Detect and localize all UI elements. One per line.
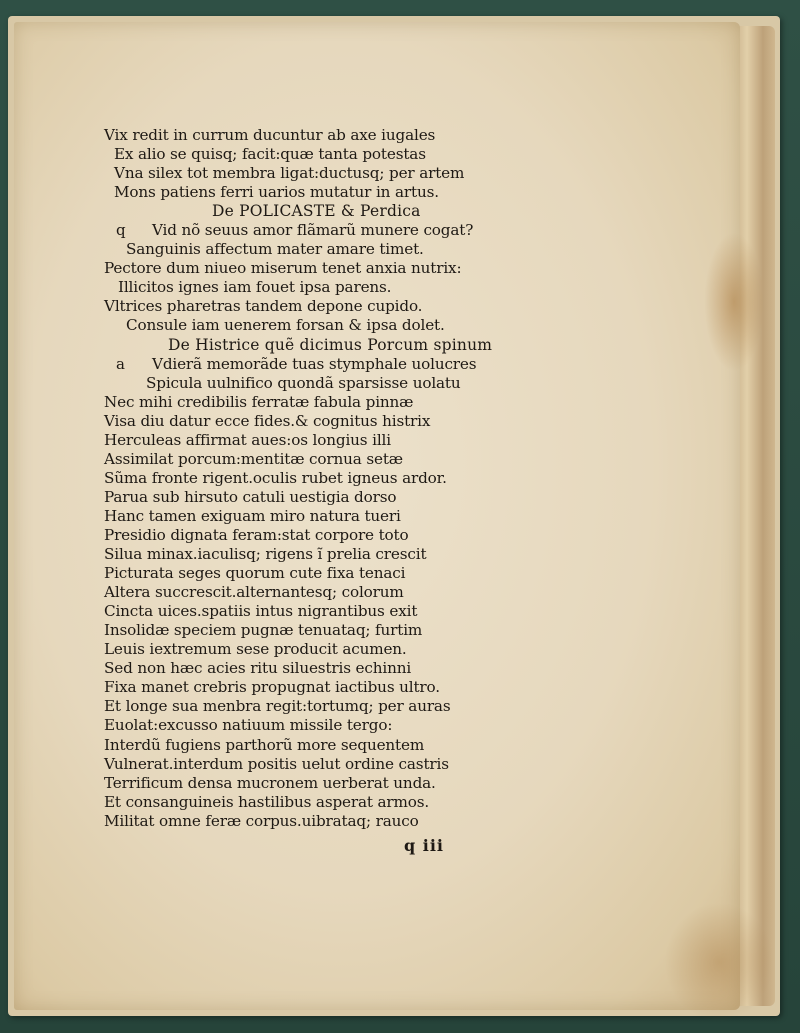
text-line: Vdierã memorãde tuas stymphale uolucres — [152, 354, 477, 373]
text-line: Vltrices pharetras tandem depone cupido. — [104, 297, 423, 316]
water-stain — [704, 232, 764, 372]
section-heading-policaste: De POLICASTE & Perdica — [212, 202, 421, 221]
text-line: Fixa manet crebris propugnat iactibus ultro. — [104, 678, 440, 697]
text-line: Sanguinis affectum mater amare timet. — [126, 240, 424, 259]
text-line: Hanc tamen exiguam miro natura tueri — [104, 506, 401, 525]
text-line: Altera succrescit.alternantesq; colorum — [104, 583, 404, 602]
text-line: Ex alio se quisq; facit:quæ tanta potestas — [114, 145, 426, 164]
text-line: Et consanguineis hastilibus asperat armos. — [104, 792, 430, 811]
text-line: Mons patiens ferri uarios mutatur in artus. — [114, 183, 439, 202]
text-line: Visa diu datur ecce fides.& cognitus histrix — [104, 411, 431, 430]
text-line: Vulnerat.interdum positis uelut ordine castris — [104, 754, 449, 773]
text-line: Consule iam uenerem forsan & ipsa dolet. — [126, 316, 445, 335]
text-line: Herculeas affirmat aues:os longius illi — [104, 430, 391, 449]
text-line: Picturata seges quorum cute fixa tenaci — [104, 564, 406, 583]
text-line: Cincta uices.spatiis intus nigrantibus exit — [104, 602, 418, 621]
page-edges — [735, 26, 775, 1006]
text-line: Euolat:excusso natiuum missile tergo: — [104, 716, 393, 735]
text-line: Vna silex tot membra ligat:ductusq; per artem — [114, 164, 465, 183]
text-line: Vid nõ seuus amor flãmarũ munere cogat? — [152, 221, 474, 240]
text-line: Et longe sua menbra regit:tortumq; per auras — [104, 697, 451, 716]
text-line: Nec mihi credibilis ferratæ fabula pinnæ — [104, 392, 414, 411]
text-line: Leuis iextremum sese producit acumen. — [104, 640, 407, 659]
corner-stain — [664, 902, 774, 1022]
drop-initial-guide: q — [116, 221, 126, 240]
section-first-line — [104, 355, 484, 374]
text-line: Illicitos ignes iam fouet ipsa parens. — [118, 278, 392, 297]
text-line: Terrificum densa mucronem uerberat unda. — [104, 773, 436, 792]
text-line: Sũma fronte rigent.oculis rubet igneus ardor. — [104, 468, 447, 487]
section-heading-histrix: De Histrice quẽ dicimus Porcum spinum — [168, 335, 493, 354]
drop-initial-guide: a — [116, 354, 125, 373]
text-line: Sed non hæc acies ritu siluestris echinni — [104, 659, 412, 678]
text-line: Vix redit in currum ducuntur ab axe iugales — [104, 126, 436, 144]
text-line: Parua sub hirsuto catuli uestigia dorso — [104, 487, 397, 506]
text-line: Spicula uulnifico quondã sparsisse uolatu — [146, 373, 461, 392]
text-line: Presidio dignata feram:stat corpore toto — [104, 525, 409, 544]
text-line: Militat omne feræ corpus.uibrataq; rauco — [104, 811, 419, 830]
text-line: Insolidæ speciem pugnæ tenuataq; furtim — [104, 621, 423, 640]
section-first-line — [104, 221, 484, 240]
text-line: Silua minax.iaculisq; rigens ĩ prelia crescit — [104, 545, 427, 564]
signature-mark: q iii — [404, 836, 444, 855]
page-text — [104, 126, 493, 831]
text-line: Interdũ fugiens parthorũ more sequentem — [104, 735, 425, 754]
text-line: Pectore dum niueo miserum tenet anxia nutrix: — [104, 259, 462, 278]
text-line: Assimilat porcum:mentitæ cornua setæ — [104, 449, 403, 468]
